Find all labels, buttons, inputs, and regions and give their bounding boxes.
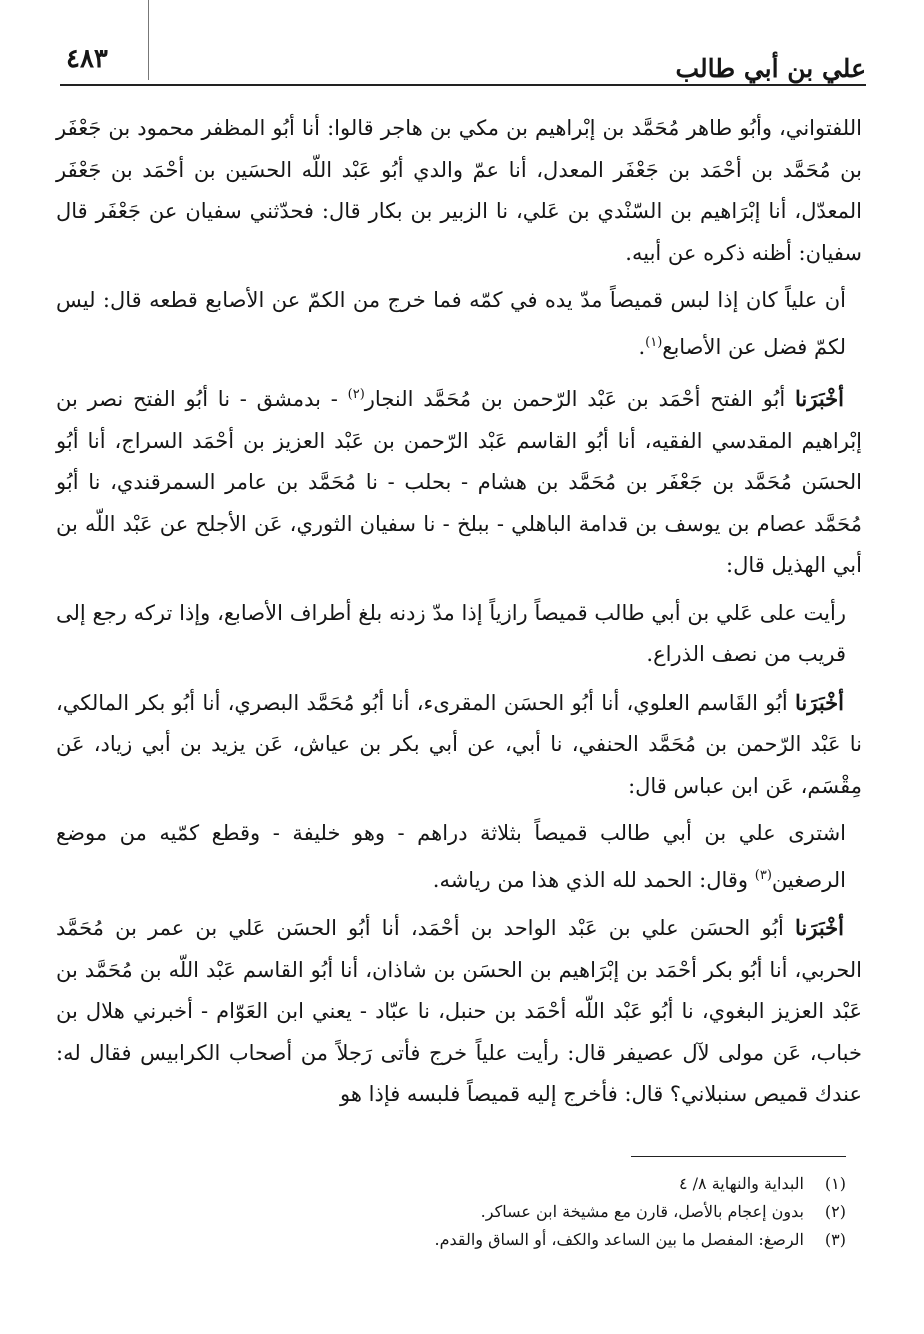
- footnote-marker[interactable]: (٢): [347, 387, 365, 402]
- page-number: ٤٨٣: [66, 44, 108, 74]
- footnote-number: (٣): [824, 1230, 846, 1249]
- footnote-number: (١): [824, 1174, 846, 1193]
- paragraph-text: أبُو الحسَن علي بن عَبْد الواحد بن أحْمَد، أنا أبُو الحسَن عَلي بن عمر بن مُحَمَّد الحربي، أنا أبُو بكر أحْمَد بن إبْرَاهيم بن الحسَن بن شاذان، أنا أبُو القاسم عَبْد اللّه بن مُحَمَّد بن عَبْد العزيز البغوي، نا أبُو عَبْد اللّه أحْمَد بن حنبل، نا عبّاد - يعني ابن العَوّام - أخبرني هلال بن خباب، عَن مولى لآل عصيفر قال: رأيت علياً خرج فأتى رَجلاً من أصحاب الكرابيس فقال له: عندك قميص سنبلاني؟ قال: فأخرج إليه قميصاً فلبسه فإذا هو: [56, 916, 862, 1106]
- paragraph-report: [56, 593, 862, 676]
- paragraph-tail: وقال: الحمد لله الذي هذا من رياشه.: [432, 867, 755, 892]
- footnote-item: [86, 1170, 846, 1198]
- footnote-text: البداية والنهاية ٨/ ٤: [678, 1174, 804, 1193]
- footnote-rule: [631, 1156, 846, 1157]
- body-text: [56, 108, 862, 1116]
- paragraph-text: اللفتواني، وأبُو طاهر مُحَمَّد بن إبْراهيم بن مكي بن هاجر قالوا: أنا أبُو المظفر محمود بن جَعْفَر بن مُحَمَّد بن أحْمَد بن جَعْفَر المعدل، أنا عمّ والدي أبُو عَبْد اللّه الحسَين بن أحْمَد بن جَعْفَر المعدّل، أنا إبْرَاهيم بن السّنْدي بن عَلي، نا الزبير بن بكار قال: فحدّثني سفيان عن جَعْفَر قال سفيان: أظنه ذكره عن أبيه.: [56, 116, 862, 265]
- paragraph-text: اشترى علي بن أبي طالب قميصاً بثلاثة دراهم - وهو خليفة - وقطع كمّيه من موضع الرصغين: [56, 821, 846, 892]
- paragraph-report: [56, 280, 862, 368]
- footnote-item: [86, 1198, 846, 1226]
- running-title: علي بن أبي طالب: [675, 54, 866, 83]
- paragraph-report: [56, 813, 862, 901]
- footnote-marker[interactable]: (١): [645, 334, 663, 350]
- narration-keyword: أخْبَرَنا: [795, 915, 844, 940]
- footnotes: [86, 1170, 846, 1254]
- paragraph-isnad: [56, 907, 862, 1116]
- paragraph-text: أبُو القَاسم العلوي، أنا أبُو الحسَن المقرىء، أنا أبُو مُحَمَّد البصري، أنا أبُو بكر المالكي، نا عَبْد الرّحمن بن مُحَمَّد الحنفي، نا أبي، عن أبي بكر بن عياش، عَن يزيد بن أبي زياد، عَن مِقْسَم، عَن ابن عباس قال:: [56, 690, 862, 798]
- narration-keyword: أخْبَرَنا: [795, 386, 844, 411]
- paragraph-text: أبُو الفتح أحْمَد بن عَبْد الرّحمن بن مُحَمَّد النجار: [364, 387, 786, 411]
- footnote-text: بدون إعجام بالأصل، قارن مع مشيخة ابن عساكر.: [480, 1202, 804, 1221]
- paragraph-text: رأيت على عَلي بن أبي طالب قميصاً رازياً إذا مدّ زدنه بلغ أطراف الأصابع، وإذا تركه رجع إلى قريب من نصف الذراع.: [56, 600, 846, 666]
- footnote-text: الرصغ: المفصل ما بين الساعد والكف، أو الساق والقدم.: [434, 1230, 804, 1249]
- page-header: [60, 36, 866, 88]
- paragraph-isnad-continued: [56, 108, 862, 274]
- footnote-number: (٢): [824, 1202, 846, 1221]
- header-rule: [60, 84, 866, 86]
- paragraph-tail: - بدمشق - نا أبُو الفتح نصر بن إبْراهيم المقدسي الفقيه، أنا أبُو القاسم عَبْد الرّحمن بن عَبْد العزيز بن أحْمَد السراج، أنا أبُو الحسَن مُحَمَّد بن جَعْفَر بن مُحَمَّد بن هشام - بحلب - نا مُحَمَّد بن عامر السمرقندي، نا أبُو مُحَمَّد عصام بن يوسف بن قدامة الباهلي - ببلخ - نا سفيان الثوري، عَن الأجلح عن عَبْد اللّه بن أبي الهذيل قال:: [56, 387, 863, 577]
- paragraph-text: أن علياً كان إذا لبس قميصاً مدّ يده في كمّه فما خرج من الكمّ عن الأصابع قطعه قال: ليس لكمّ فضل عن الأصابع: [56, 288, 846, 359]
- paragraph-tail: .: [638, 334, 646, 359]
- narration-keyword: أخْبَرَنا: [795, 689, 844, 715]
- paragraph-isnad: [56, 682, 862, 808]
- paragraph-isnad: [56, 374, 862, 587]
- footnote-marker[interactable]: (٣): [754, 867, 772, 883]
- footnote-item: [86, 1226, 846, 1254]
